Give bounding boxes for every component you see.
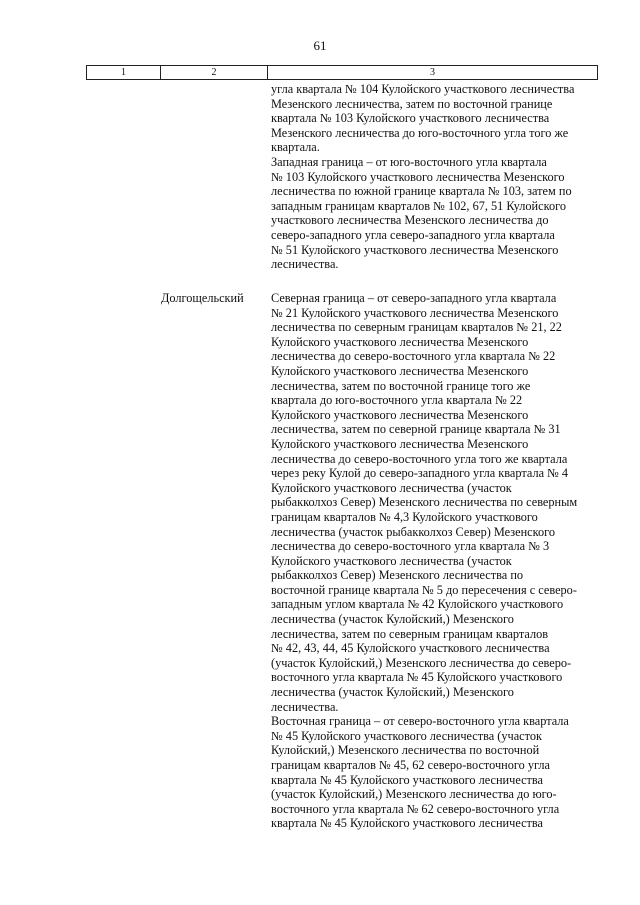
text-line: Кулойский,) Мезенского лесничества по восточной bbox=[271, 743, 540, 758]
row-description bbox=[271, 291, 601, 831]
page-number: 61 bbox=[313, 38, 327, 53]
text-line: лесничества (участок Кулойский,) Мезенского bbox=[271, 612, 514, 627]
text-line: квартала № 45 Кулойского участкового лесничества bbox=[271, 772, 544, 787]
text-line: (участок Кулойский,) Мезенского лесничества до юго- bbox=[271, 787, 557, 802]
continuation-description bbox=[271, 82, 601, 272]
text-line: через реку Кулой до северо-западного угла квартала № 4 bbox=[271, 466, 569, 481]
text-line: Кулойского участкового лесничества Мезенского bbox=[271, 436, 529, 451]
text-line: квартала № 45 Кулойского участкового лесничества bbox=[271, 816, 544, 831]
text-line: лесничества по северным границам кварталов № 21, 22 bbox=[271, 320, 562, 335]
text-line: квартала № 103 Кулойского участкового лесничества bbox=[271, 111, 550, 126]
text-line: лесничества (участок Кулойский,) Мезенского bbox=[271, 685, 514, 700]
text-line: Кулойского участкового лесничества Мезенского bbox=[271, 363, 529, 378]
text-line: Западная граница – от юго-восточного угла квартала bbox=[271, 154, 547, 169]
text-line: лесничества, затем по северным границам кварталов bbox=[271, 626, 549, 641]
text-line: квартала до юго-восточного угла квартала № 22 bbox=[271, 393, 523, 408]
text-line: (участок Кулойский,) Мезенского лесничества до северо- bbox=[271, 655, 572, 670]
text-line: Кулойского участкового лесничества (участок bbox=[271, 480, 512, 495]
text-line: № 45 Кулойского участкового лесничества (участок bbox=[271, 728, 542, 743]
text-line: Кулойского участкового лесничества (участок bbox=[271, 553, 512, 568]
text-line: восточного угла квартала № 45 Кулойского участкового bbox=[271, 670, 563, 685]
text-line: квартала. bbox=[271, 140, 320, 155]
table-header-col-1: 1 bbox=[87, 66, 161, 79]
text-line: лесничества до северо-восточного угла квартала № 22 bbox=[271, 349, 556, 364]
text-line: лесничества. bbox=[271, 257, 339, 272]
text-line: границам кварталов № 4,3 Кулойского участкового bbox=[271, 509, 538, 524]
text-line: № 103 Кулойского участкового лесничества Мезенского bbox=[271, 169, 565, 184]
text-line: западным границам кварталов № 102, 67, 51 Кулойского bbox=[271, 198, 566, 213]
text-line: Кулойского участкового лесничества Мезенского bbox=[271, 334, 529, 349]
text-line: Мезенского лесничества до юго-восточного угла того же bbox=[271, 125, 569, 140]
text-line: лесничества, затем по северной границе квартала № 31 bbox=[271, 422, 561, 437]
text-line: лесничества, затем по восточной границе того же bbox=[271, 378, 531, 393]
text-line: Кулойского участкового лесничества Мезенского bbox=[271, 407, 529, 422]
text-line: лесничества по южной границе квартала № 103, затем по bbox=[271, 184, 572, 199]
table-header-row bbox=[86, 65, 598, 80]
text-line: границам кварталов № 45, 62 северо-восточного угла bbox=[271, 758, 551, 772]
text-line: Мезенского лесничества, затем по восточной границе bbox=[271, 96, 553, 111]
text-line: участкового лесничества Мезенского лесничества до bbox=[271, 213, 549, 228]
table-header-col-3: 3 bbox=[430, 67, 435, 78]
text-line: лесничества. bbox=[271, 699, 339, 714]
text-line: Северная граница – от северо-западного угла квартала bbox=[271, 291, 557, 305]
text-line: угла квартала № 104 Кулойского участкового лесничества bbox=[271, 82, 575, 96]
text-line: западным углом квартала № 42 Кулойского участкового bbox=[271, 597, 564, 612]
table-header-col-2: 2 bbox=[161, 66, 268, 79]
text-line: № 21 Кулойского участкового лесничества Мезенского bbox=[271, 305, 559, 320]
row-name-dolgoshchelsky: Долгощельский bbox=[161, 291, 244, 305]
text-line: восточного угла квартала № 62 северо-восточного угла bbox=[271, 801, 560, 816]
text-line: лесничества (участок рыбакколхоз Север) Мезенского bbox=[271, 524, 555, 539]
text-line: Восточная граница – от северо-восточного угла квартала bbox=[271, 714, 569, 729]
text-line: № 42, 43, 44, 45 Кулойского участкового лесничества bbox=[271, 641, 550, 656]
text-line: северо-западного угла северо-западного угла квартала bbox=[271, 227, 555, 242]
text-line: рыбакколхоз Север) Мезенского лесничества по bbox=[271, 568, 524, 583]
text-line: лесничества до северо-восточного угла того же квартала bbox=[271, 451, 568, 466]
text-line: рыбакколхоз Север) Мезенского лесничества по северным bbox=[271, 495, 578, 510]
text-line: восточной границе квартала № 5 до пересечения с северо- bbox=[271, 582, 577, 597]
text-line: лесничества до северо-восточного угла квартала № 3 bbox=[271, 539, 550, 554]
text-line: № 51 Кулойского участкового лесничества Мезенского bbox=[271, 242, 559, 257]
